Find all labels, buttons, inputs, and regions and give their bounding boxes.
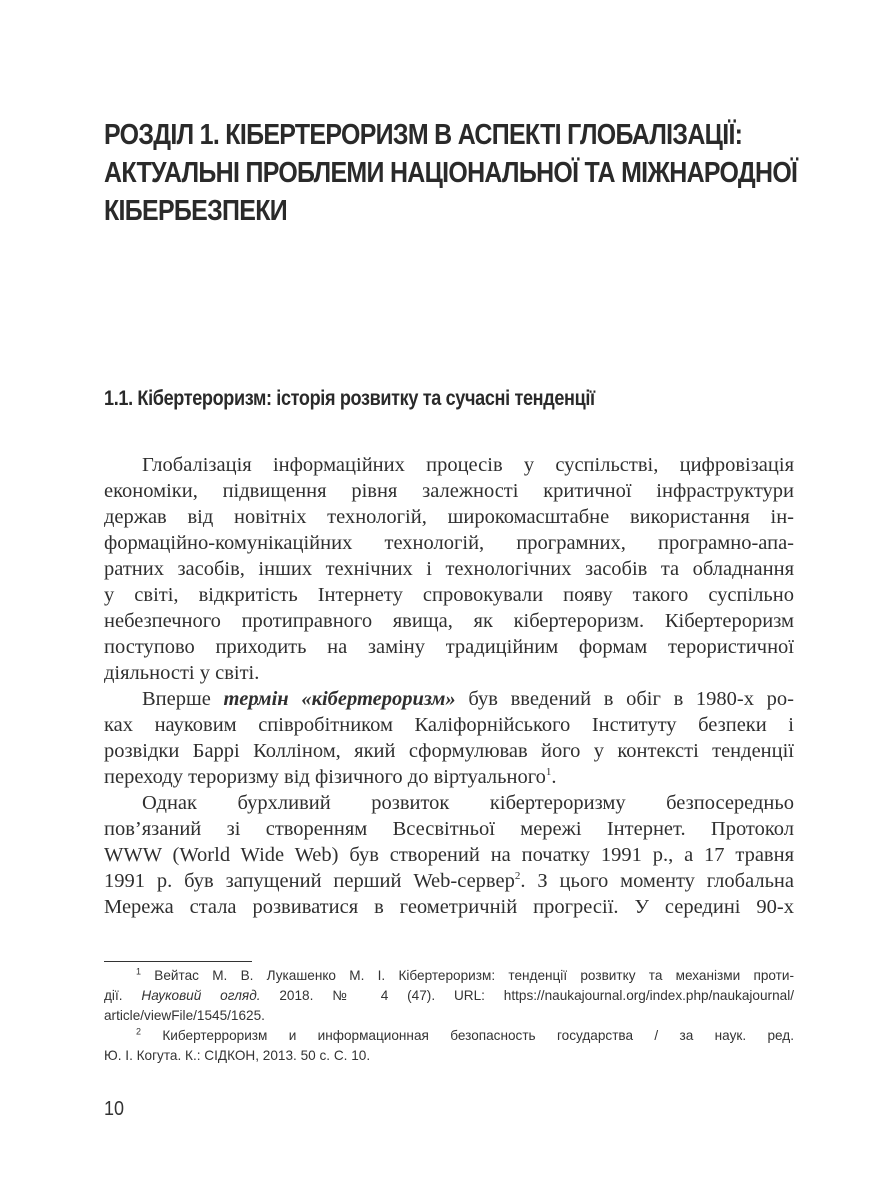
journal-title: Науковий огляд. [141, 988, 261, 1003]
paragraph-1 [104, 452, 794, 686]
footnote-number: 2 [136, 1026, 142, 1037]
text-run: Вейтас М. В. Лукашенко М. І. Кібертероризм: тенденції розвитку та механізми проти- [141, 968, 794, 983]
text-line: економіки, підвищення рівня залежності критичної інфраструктури [104, 480, 794, 502]
body-text [104, 452, 794, 920]
text-run: Кибертерроризм и информационная безопасность государства / за наук. ред. [141, 1028, 794, 1043]
chapter-title [104, 116, 798, 230]
text-run: дії. [104, 988, 142, 1003]
footnote-url[interactable]: 2018. № 4 (47). URL: https://naukajournal.org/index.php/naukajournal/ [260, 988, 794, 1003]
text-run: Вперше [142, 688, 224, 710]
footnote-line: Ю. І. Когута. К.: СІДКОН, 2013. 50 с. С. 10. [104, 1048, 371, 1063]
text-line: небезпечного протиправного явища, як кібертероризм. Кібертероризм [104, 610, 794, 632]
text-run: . З цього моменту глобальна [520, 870, 794, 892]
paragraph-3 [104, 790, 794, 920]
chapter-title-line: РОЗДІЛ 1. КІБЕРТЕРОРИЗМ В АСПЕКТІ ГЛОБАЛІЗАЦІЇ: [104, 119, 743, 151]
footnote-line [104, 966, 794, 986]
text-line: діяльності у світі. [104, 662, 260, 684]
text-line: Мережа стала розвиватися в геометричній прогресії. У середині 90-х [104, 896, 794, 918]
section-title: 1.1. Кібертероризм: історія розвитку та сучасні тенденції [104, 387, 595, 410]
text-line: WWW (World Wide Web) був створений на початку 1991 р., а 17 травня [104, 844, 794, 866]
text-line: пов’язаний зі створенням Всесвітньої мережі Інтернет. Протокол [104, 818, 794, 840]
text-run: переходу тероризму від фізичного до віртуального [104, 766, 546, 788]
footnote-1 [104, 966, 794, 1026]
text-line: держав від новітніх технологій, широкомасштабне використання ін- [104, 506, 794, 528]
footnote-line [104, 1026, 794, 1046]
text-line: ратних засобів, інших технічних і технологічних засобів та обладнання [104, 558, 794, 580]
text-line: Глобалізація інформаційних процесів у суспільстві, цифровізація [142, 454, 794, 476]
footnote-divider [104, 961, 252, 962]
page-number: 10 [104, 1098, 125, 1120]
text-line [104, 686, 794, 712]
text-line: розвідки Баррі Колліном, який сформулював його у контексті тенденції [104, 740, 794, 762]
footnote-ref-2[interactable]: 2 [514, 870, 521, 883]
footnote-number: 1 [136, 966, 142, 977]
text-line: у світі, відкритість Інтернету спровокували появу такого суспільно [104, 584, 794, 606]
text-line: ках науковим співробітником Каліфорнійського Інституту безпеки і [104, 714, 794, 736]
text-line: формаційно-комунікаційних технологій, програмних, програмно-апа- [104, 532, 794, 554]
term-emphasis: термін «кібертероризм» [223, 688, 456, 710]
text-line [104, 764, 794, 790]
chapter-title-line: АКТУАЛЬНІ ПРОБЛЕМИ НАЦІОНАЛЬНОЇ ТА МІЖНАРОДНОЇ [104, 157, 798, 189]
text-run: 1991 р. був запущений перший Web-сервер [104, 870, 515, 892]
text-run: був введений в обіг в 1980-х ро- [455, 688, 794, 710]
footnotes [104, 966, 794, 1066]
footnote-line[interactable]: article/viewFile/1545/1625. [104, 1008, 265, 1023]
text-line: поступово приходить на заміну традиційним формам терористичної [104, 636, 794, 658]
paragraph-2 [104, 686, 794, 790]
text-run: . [551, 766, 557, 788]
footnote-ref-1[interactable]: 1 [545, 766, 552, 779]
text-line: Однак бурхливий розвиток кібертероризму безпосередньо [142, 792, 794, 814]
footnote-2 [104, 1026, 794, 1066]
footnote-line [104, 986, 794, 1006]
chapter-title-line: КІБЕРБЕЗПЕКИ [104, 195, 287, 227]
text-line [104, 868, 794, 894]
